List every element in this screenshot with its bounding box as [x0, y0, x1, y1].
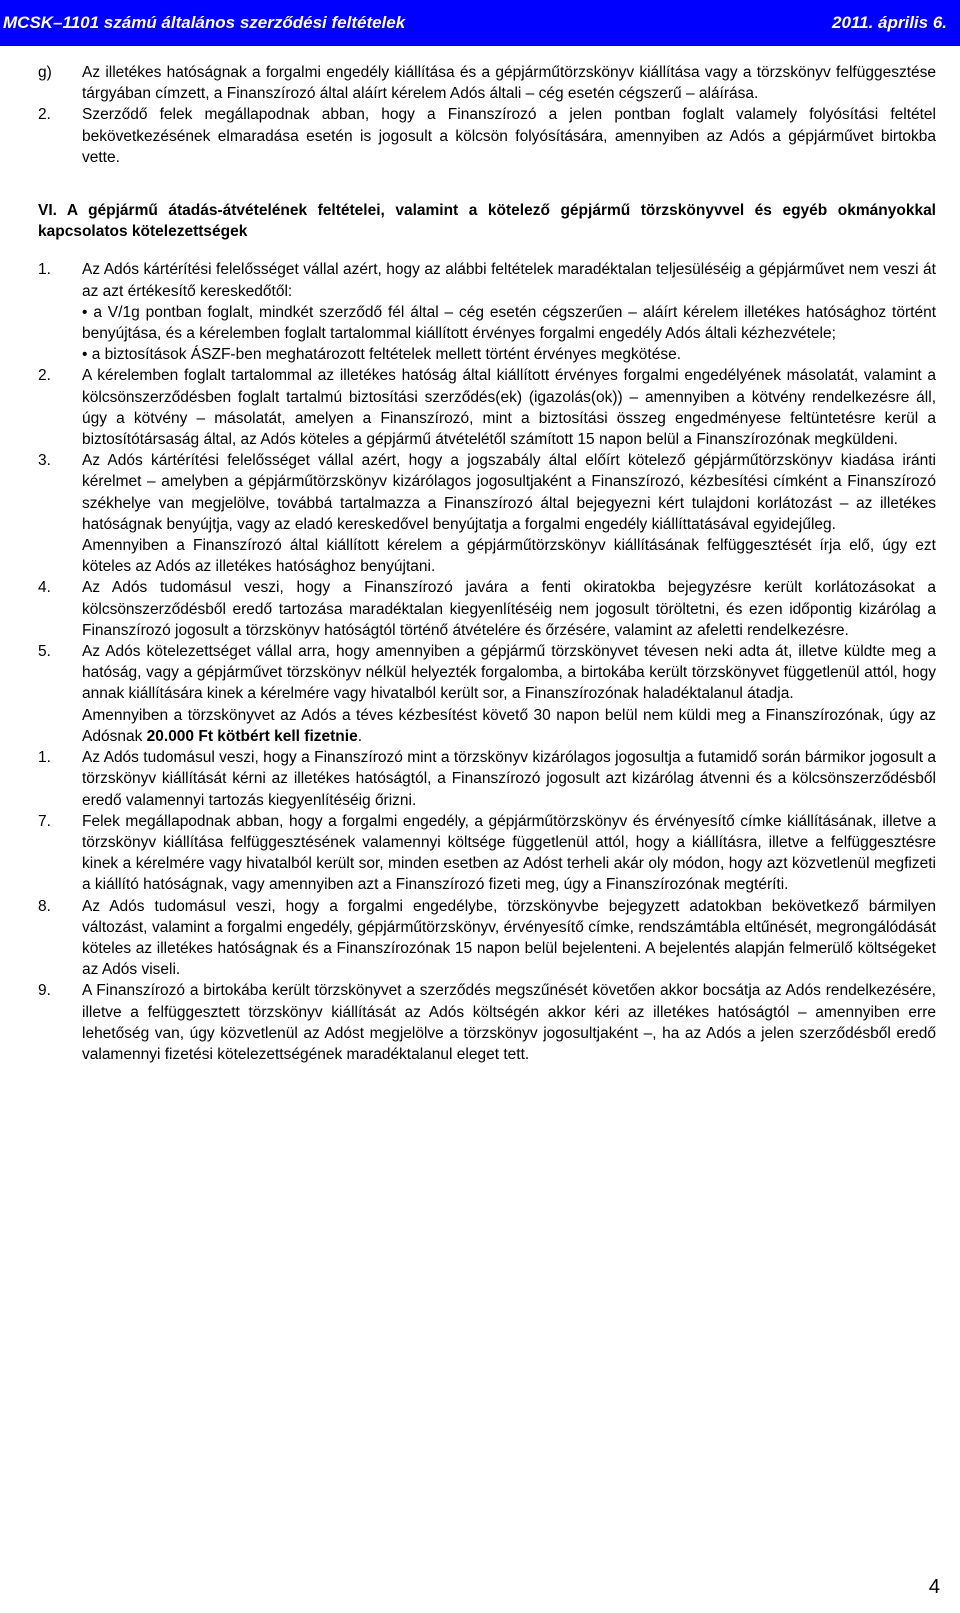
list-item-2b — [38, 365, 936, 450]
item-text-block — [82, 450, 936, 577]
item-text-block — [82, 641, 936, 747]
list-item-5 — [38, 641, 936, 747]
item-number: 2. — [38, 106, 51, 124]
item-number: 7. — [38, 812, 51, 830]
item-text: A Finanszírozó a birtokába került törzskönyvet a szerződés megszűnését követően akkor bocsátja az Adós rendelkezésére, illetve a felfüggesztett törzskönyv kiállítását az Adós költségén akkor kéri az illetékes hatóságtól – amennyiben erre lehetőség van, úgy közvetlenül az Adóst megjelölve a törzskönyv jogosultjaként –, ha az Adós a jelen szerződésből eredő valamennyi fizetési kötelezettségének maradéktalanul eleget tett. — [82, 982, 936, 1063]
item-text: Az Adós tudomásul veszi, hogy a forgalmi engedélybe, törzskönyvbe bejegyzett adatokban bekövetkező bármilyen változást, valamint a forgalmi engedély, gépjárműtörzskönyv, érvényesítő címke, rendszámtábla eltűnését, megrongálódását köteles az illetékes hatóságnak és a Finanszírozónak 15 napon belül bejelenteni. A bejelentés alapján felmerülő költségeket az Adós viseli. — [82, 897, 936, 979]
bullet-item: • a biztosítások ÁSZF-ben meghatározott feltételek mellett történt érvényes megkötése. — [82, 344, 936, 365]
item-text: Szerződő felek megállapodnak abban, hogy a Finanszírozó a jelen pontban foglalt valamely folyósítási feltétel bekövetkezésének elmaradása esetén is jogosult a kölcsön folyósítására, amennyiben az Adós a gépjárművet birtokba vette. — [82, 106, 936, 166]
page-number: 4 — [928, 1576, 940, 1598]
bullet-item: • a V/1g pontban foglalt, mindkét szerződő fél által – cég esetén cégszerűen – aláírt kérelem illetékes hatósághoz történt benyújtása, és a kérelemben foglalt tartalommal kiállított érvényes forgalmi engedély Adós általi kézhezvétele; — [82, 302, 936, 344]
item-number: 9. — [38, 982, 51, 1000]
list-item-2 — [38, 104, 936, 168]
list-item-4 — [38, 577, 936, 641]
item-number: 5. — [38, 643, 51, 661]
list-item-3 — [38, 450, 936, 577]
list-item-6 — [38, 747, 936, 811]
item-text-block — [82, 259, 936, 365]
item-number: g) — [38, 64, 52, 81]
item-text: Felek megállapodnak abban, hogy a forgalmi engedély, a gépjárműtörzskönyv és érvényesítő címke kiállításának, illetve a törzskönyv kiállítása felfüggesztésének valamennyi költsége függetlenül attól, hogy a kiállításra, illetve a felfüggesztésre kinek a kérelmére vagy hivatalból került sor, minden esetben az Adóst terheli akár oly módon, hogy azt közvetlenül megfizeti a kiállító hatóságnak, vagy amennyiben azt a Finanszírozó fizeti meg, úgy a Finanszírozónak megtéríti. — [82, 812, 936, 894]
list-item-7 — [38, 811, 936, 896]
item-text: Az illetékes hatóságnak a forgalmi engedély kiállítása és a gépjárműtörzskönyv kiállítása vagy a törzskönyv felfüggesztése tárgyában címzett, a Finanszírozó által aláírt kérelem Adós általi – cég esetén cégszerű – aláírása. — [82, 64, 936, 103]
penalty-amount: 20.000 Ft kötbért kell fizetnie — [146, 727, 358, 745]
list-item-1 — [38, 259, 936, 365]
item-number: 4. — [38, 579, 51, 597]
item-text-continuation — [82, 705, 936, 747]
header-date: 2011. április 6. — [832, 13, 947, 32]
list-item-g — [38, 62, 936, 104]
item-text: A kérelemben foglalt tartalommal az illetékes hatóság által kiállított érvényes forgalmi engedélyének másolatát, valamint a kölcsönszerződésben foglalt tartalmú biztosítási szerződés(ek) (igazolás(ok)) – amennyiben a kötvény rendelkezésre áll, úgy a kötvény – másolatát, amelyen a Finanszírozó, mint a biztosítási összeg engedményese feltüntetésre kerül a biztosítótársaság által, az Adós köteles a gépjármű átvételétől számított 15 napon belül a Finanszírozónak megküldeni. — [82, 367, 936, 449]
item-text: Az Adós tudomásul veszi, hogy a Finanszírozó javára a fenti okiratokba bejegyzésre került korlátozásokat a kölcsönszerződésből eredő tartozása maradéktalan kiegyenlítéséig nem jogosult töröltetni, és ezen időpontig kizárólag a Finanszírozó jogosult a törzskönyv hatóságtól történő átvételére és őrzésére, valamint az afeletti rendelkezésre. — [82, 579, 936, 639]
list-item-8 — [38, 896, 936, 981]
penalty-text-post: . — [357, 727, 362, 745]
item-number: 1. — [38, 749, 51, 767]
item-text: Az Adós tudomásul veszi, hogy a Finanszírozó mint a törzskönyv kizárólagos jogosultja a futamidő során bármikor jogosult a törzskönyv kiállítását kérni az illetékes hatóságtól, a Finanszírozó jogosult azt kizárólag átvenni és a kölcsönszerződésből eredő valamennyi tartozás kiegyenlítéséig őrizni. — [82, 749, 936, 809]
item-number: 8. — [38, 897, 51, 915]
document-body — [38, 62, 936, 1065]
list-item-9 — [38, 980, 936, 1065]
item-text: Az Adós kártérítési felelősséget vállal azért, hogy a jogszabály által előírt kötelező gépjárműtörzskönyv kiadása iránti kérelmet – amelyben a gépjárműtörzskönyv kizárólagos jogosultjaként a Finanszírozó, kézbesítési címként a Finanszírozó székhelye van megjelölve, továbbá tartalmazza a Finanszírozó által bejegyezni kért tulajdoni korlátozást – az illetékes hatóságnak benyújtja, vagy az eladó kereskedővel benyújtatja a forgalmi engedély kiállíttatásával egyidejűleg. — [82, 452, 936, 533]
penalty-text-pre: Amennyiben a törzskönyvet az Adós a téves kézbesítést követő 30 napon belül nem küldi meg a Finanszírozónak, úgy az Adósnak — [82, 706, 936, 745]
section-title-vi: VI. A gépjármű átadás-átvételének feltételei, valamint a kötelező gépjármű törzskönyvvel és egyéb okmányokkal kapcsolatos kötelezettségek — [38, 202, 936, 241]
item-text: Az Adós kötelezettséget vállal arra, hogy amennyiben a gépjármű törzskönyvet tévesen neki adta át, illetve küldte meg a hatóság, vagy a gépjárművet törzskönyv nélkül helyezték forgalomba, a birtokába került törzskönyvet függetlenül attól, hogy annak kiállítására kinek a kérelmére vagy hivatalból került sor, a Finanszírozónak haladéktalanul átadja. — [82, 643, 936, 703]
document-header — [0, 0, 960, 46]
item-text-continuation: Amennyiben a Finanszírozó által kiállított kérelem a gépjárműtörzskönyv kiállításának felfüggesztését írja elő, úgy ezt köteles az Adós az illetékes hatósághoz benyújtani. — [82, 537, 936, 576]
item-number: 1. — [38, 261, 51, 279]
item-text: Az Adós kártérítési felelősséget vállal azért, hogy az alábbi feltételek maradéktalan teljesüléséig a gépjárművet nem veszi át az azt értékesítő kereskedőtől: — [82, 261, 936, 300]
item-number: 2. — [38, 367, 51, 385]
item-number: 3. — [38, 452, 51, 470]
header-title: MCSK–1101 számú általános szerződési feltételek — [3, 13, 406, 32]
